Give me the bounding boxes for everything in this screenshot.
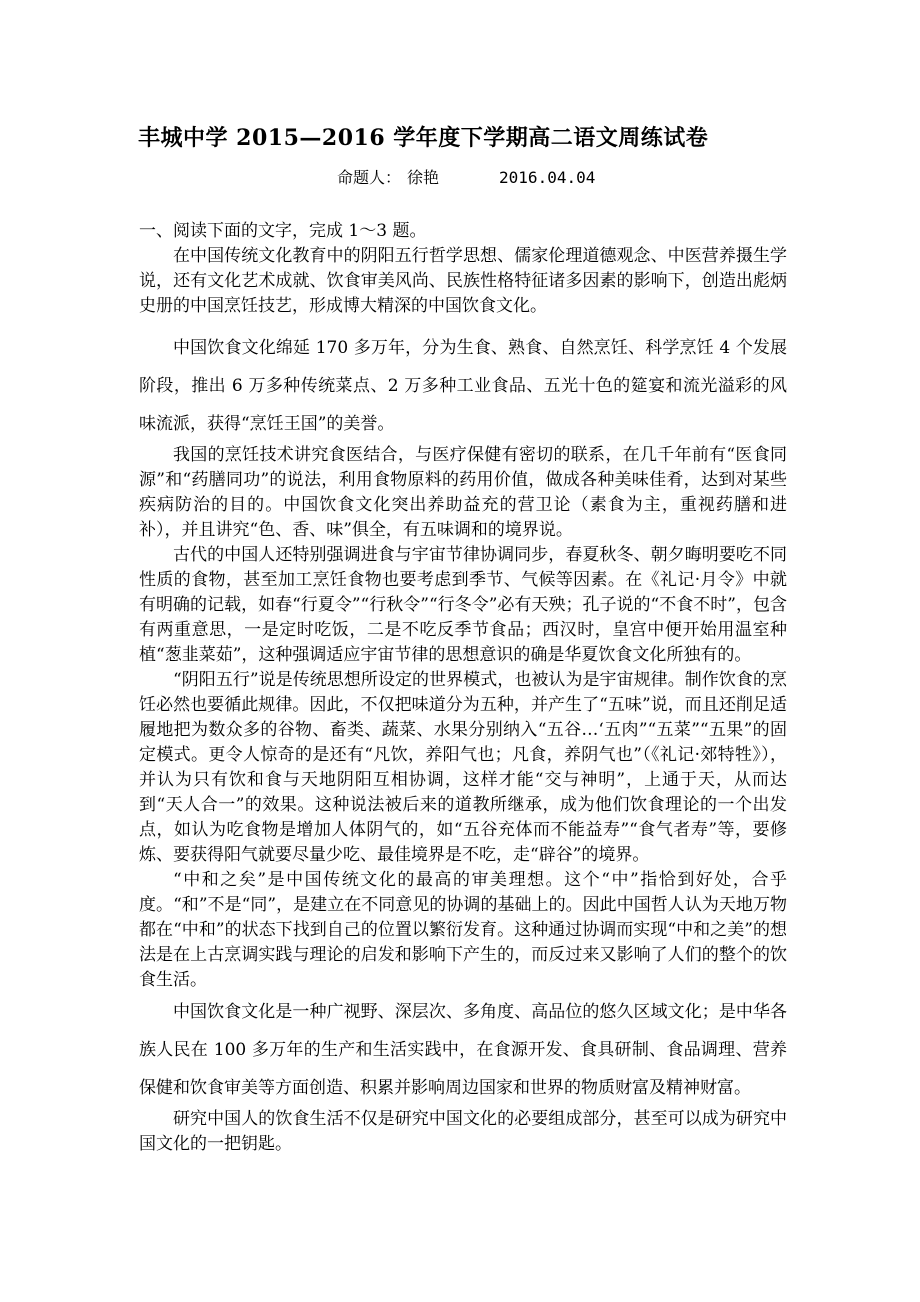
author-label: 命题人： — [337, 168, 402, 187]
paragraph: 古代的中国人还特别强调进食与宇宙节律协调同步，春夏秋冬、朝夕晦明要吃不同性质的食物，甚至加工烹饪食物也要考虑到季节、气候等因素。在《礼记·月令》中就有明确的记载，如春“行夏令”“行秋令”“行冬令”必有天殃；孔子说的“不食不时”，包含有两重意思，一是定时吃饭，二是不吃反季节食品；西汉时，皇宫中便开始用温室种植“葱韭菜茹”，这种强调适应宇宙节律的思想意识的确是华夏饮食文化所独有的。 — [139, 545, 787, 665]
section-heading: 一、阅读下面的文字，完成 1～3 题。 — [139, 221, 427, 241]
paragraph: 中国饮食文化是一种广视野、深层次、多角度、高品位的悠久区域文化；是中华各族人民在 100 多万年的生产和生活实践中，在食源开发、食具研制、食品调理、营养保健和饮食审美等方面创造、积累并影响周边国家和世界的物质财富及精神财富。 — [139, 1002, 787, 1098]
document-date: 2016.04.04 — [499, 168, 596, 187]
author-line — [337, 165, 595, 188]
paragraph: 我国的烹饪技术讲究食医结合，与医疗保健有密切的联系，在几千年前有“医食同源”和“药膳同功”的说法，利用食物原料的药用价值，做成各种美味佳肴，达到对某些疾病防治的目的。中国饮食文化突出养助益充的营卫论（素食为主，重视药膳和进补），并且讲究“色、香、味”俱全，有五味调和的境界说。 — [139, 445, 787, 540]
paragraph: 中国饮食文化绵延 170 多万年，分为生食、熟食、自然烹饪、科学烹饪 4 个发展阶段，推出 6 万多种传统菜点、2 万多种工业食品、五光十色的筵宴和流光溢彩的风味流派，获得“烹饪王国”的美誉。 — [139, 338, 787, 434]
document-title: 丰城中学 2015—2016 学年度下学期高二语文周练试卷 — [138, 125, 709, 151]
paragraph: “阴阳五行”说是传统思想所设定的世界模式，也被认为是宇宙规律。制作饮食的烹饪必然也要循此规律。因此，不仅把味道分为五种，并产生了“五味”说，而且还削足适履地把为数众多的谷物、畜类、蔬菜、水果分别纳入“五谷…‘五肉”“五菜”“五果”的固定模式。更令人惊奇的是还有“凡饮，养阳气也；凡食，养阴气也”（《礼记·郊特牲》），并认为只有饮和食与天地阴阳互相协调，这样才能“交与神明”，上通于天，从而达到“天人合一”的效果。这种说法被后来的道教所继承，成为他们饮食理论的一个出发点，如认为吃食物是增加人体阴气的，如“五谷充体而不能益寿”“食气者寿”等，要修炼、要获得阳气就要尽量少吃、最佳境界是不吃，走“辟谷”的境界。 — [139, 670, 787, 865]
paragraph: 研究中国人的饮食生活不仅是研究中国文化的必要组成部分，甚至可以成为研究中国文化的一把钥匙。 — [139, 1109, 787, 1154]
document-body — [139, 219, 787, 1157]
author-name: 徐艳 — [407, 168, 440, 187]
paragraph: 在中国传统文化教育中的阴阳五行哲学思想、儒家伦理道德观念、中医营养摄生学说，还有文化艺术成就、饮食审美风尚、民族性格特征诸多因素的影响下，创造出彪炳史册的中国烹饪技艺，形成博大精深的中国饮食文化。 — [139, 246, 787, 316]
paragraph: “中和之矣”是中国传统文化的最高的审美理想。这个“中”指恰到好处，合乎度。“和”不是“同”，是建立在不同意见的协调的基础上的。因此中国哲人认为天地万物都在“中和”的状态下找到自己的位置以繁衍发育。这种通过协调而实现“中和之美”的想法是在上古烹调实践与理论的启发和影响下产生的，而反过来又影响了人们的整个的饮食生活。 — [139, 870, 787, 990]
